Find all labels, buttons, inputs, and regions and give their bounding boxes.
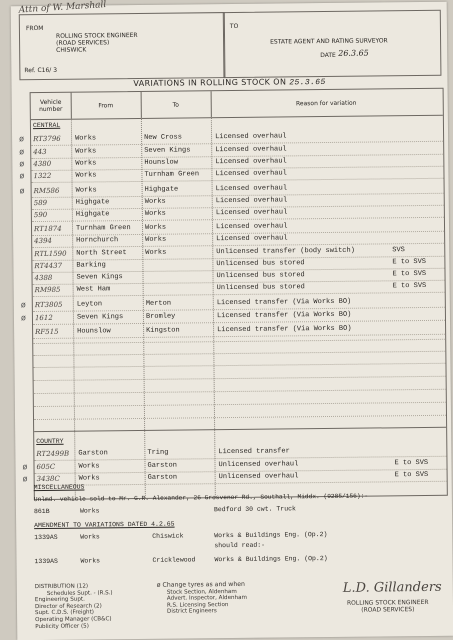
section-country: COUNTRY — [36, 437, 64, 446]
distribution-item: Advert. Inspector, Aldenham — [166, 595, 248, 602]
amend-to: Cricklewood — [152, 556, 196, 564]
svs-note: SVS — [392, 246, 405, 255]
to-location: Works — [144, 209, 166, 218]
vehicle-number: 1322 — [33, 171, 52, 181]
amend-from: Works — [80, 533, 100, 541]
vehicle-number: 4380 — [33, 159, 52, 169]
from-location: Hounslow — [77, 327, 111, 336]
variations-table — [19, 88, 448, 500]
to-location: Garston — [147, 461, 177, 470]
svs-note: E to SVS — [394, 470, 429, 480]
section-miscellaneous: MISCELLANEOUS — [33, 483, 85, 492]
vehicle-number: 4394 — [34, 236, 53, 246]
from-line-3: CHISWICK — [56, 46, 87, 54]
section-amendment: AMENDMENT TO VARIATIONS DATED 4.2.65 — [34, 520, 175, 530]
from-line-2: (ROAD SERVICES) — [56, 39, 110, 47]
tyre-note: ø Change tyres as and when — [156, 580, 245, 589]
from-location: Works — [75, 134, 97, 143]
to-location: Kingston — [146, 326, 180, 335]
reason-text: Licensed overhaul — [215, 222, 288, 232]
distribution-item: Stock Section, Aldenham — [166, 588, 237, 596]
row-rule — [34, 415, 446, 420]
reason-text: Unlicensed overhaul — [218, 472, 299, 482]
svs-note: E to SVS — [392, 281, 427, 291]
tick-mark: ø — [19, 159, 25, 169]
amend-note: should read:- — [214, 541, 266, 550]
distribution-item: Publicity Officer (5) — [35, 623, 89, 630]
vehicle-number: 3438C — [36, 474, 60, 484]
from-location: Seven Kings — [76, 273, 123, 282]
signature: L.D. Gillanders — [342, 579, 442, 596]
from-location: Barking — [76, 261, 106, 270]
signatory-title — [347, 600, 429, 614]
title-text: VARIATIONS IN ROLLING STOCK ON — [133, 77, 287, 89]
column-header-vehicle: Vehicle number — [31, 93, 72, 119]
from-location: Works — [78, 462, 100, 471]
to-location: Works — [145, 235, 167, 244]
from-location: Works — [75, 171, 97, 180]
column-header-reason: Reason for variation — [295, 99, 357, 107]
row-rule — [33, 351, 445, 356]
distribution-item: Operating Manager (CB&C) — [35, 616, 112, 624]
amend-vehicle: 1339AS — [34, 533, 58, 542]
from-location: Turnham Green — [75, 224, 131, 233]
vehicle-number: RM586 — [33, 186, 60, 196]
reason-text: Licensed overhaul — [215, 145, 287, 155]
from-box — [19, 12, 226, 80]
vehicle-number: 1612 — [34, 313, 53, 323]
from-location: North Street — [76, 249, 127, 258]
to-location: Works — [144, 197, 166, 206]
distribution-label: DISTRIBUTION — [34, 583, 75, 591]
row-rule — [34, 389, 446, 394]
to-location: Turnham Green — [144, 170, 200, 179]
reason-text: Licensed transfer (Via Works BO) — [217, 324, 352, 335]
reason-text: Unlicensed bus stored — [216, 271, 305, 281]
from-line-1: ROLLING STOCK ENGINEER — [55, 31, 138, 40]
vehicle-number: RT3805 — [34, 300, 63, 310]
to-line: ESTATE AGENT AND RATING SURVEYOR — [270, 37, 388, 46]
amend-reason: Works & Buildings Eng. (Op.2) — [214, 531, 328, 540]
tick-mark: ø — [20, 300, 26, 310]
to-location: Works — [144, 223, 167, 232]
distribution-item: Supt. C.D.S. (Freight) — [35, 609, 95, 617]
from-label: FROM — [25, 24, 44, 33]
to-location: New Cross — [144, 133, 182, 142]
from-location: West Ham — [76, 285, 111, 294]
vehicle-number: RTL1590 — [34, 249, 67, 259]
tick-mark: ø — [19, 186, 25, 196]
distribution-block — [35, 583, 113, 630]
date-value: 26.3.65 — [338, 48, 369, 58]
reference: Ref. C16/ 3 — [24, 66, 58, 75]
document-page — [11, 2, 453, 640]
title-date: 25.3.65 — [289, 78, 326, 88]
from-location: Leyton — [76, 300, 103, 309]
amend-to: Chiswick — [152, 532, 184, 540]
vehicle-number: 605C — [36, 462, 56, 472]
vehicle-number: RT4437 — [34, 261, 63, 271]
section-divider — [34, 427, 446, 432]
distribution-count: (12) — [76, 583, 89, 590]
amend-reason: Works & Buildings Eng. (Op.2) — [214, 555, 328, 564]
reason-text: Unlicensed bus stored — [216, 283, 305, 293]
distribution-item: Engineering Supt. — [34, 596, 85, 604]
vehicle-number: RT3796 — [33, 134, 61, 144]
from-location: Highgate — [75, 198, 110, 207]
reason-text: Unlicensed transfer (body switch) — [216, 246, 355, 257]
reason-text: Licensed overhaul — [215, 132, 287, 142]
date-label: DATE — [320, 51, 336, 60]
svs-note: E to SVS — [394, 458, 429, 468]
misc-vehicle: 861B — [33, 507, 50, 516]
to-location: Merton — [145, 299, 172, 308]
from-location: Garston — [78, 449, 108, 458]
tick-mark: ø — [22, 462, 28, 472]
from-location: Seven Kings — [76, 313, 124, 322]
reason-text: Licensed transfer (Via Works BO) — [216, 297, 352, 308]
vehicle-number: RF515 — [35, 327, 59, 337]
amend-vehicle: 1339AS — [34, 557, 58, 566]
distribution-item: Director of Research (2) — [34, 603, 102, 610]
vehicle-number: RT1874 — [33, 224, 62, 234]
to-location: Works — [145, 248, 167, 257]
signatory-title-line-2: (ROAD SERVICES) — [361, 605, 415, 614]
tick-mark: ø — [19, 134, 25, 144]
from-location: Hornchurch — [76, 236, 119, 245]
reason-text: Licensed transfer — [218, 447, 290, 457]
to-location: Highgate — [144, 185, 179, 194]
vehicle-number: 4388 — [34, 273, 53, 283]
svs-note: E to SVS — [392, 257, 427, 267]
vehicle-number: RM985 — [34, 285, 61, 295]
row-rule — [33, 339, 445, 344]
amend-from: Works — [80, 557, 101, 565]
from-location: Works — [75, 159, 97, 168]
handwritten-note: Attn of W. Marshall — [18, 0, 107, 16]
tick-mark: ø — [19, 147, 25, 157]
reason-text: Licensed overhaul — [215, 196, 288, 206]
svs-note: E to SVS — [392, 269, 427, 279]
reason-text: Unlicensed bus stored — [216, 259, 305, 269]
signatory-title-line-1: ROLLING STOCK ENGINEER — [346, 598, 429, 607]
distribution-item: Schedules Supt. - (R.S.) — [46, 589, 113, 597]
from-location: Works — [78, 474, 100, 483]
misc-to: Bedford 30 cwt. Truck — [213, 505, 296, 514]
reason-text: Licensed overhaul — [215, 169, 287, 179]
to-location: Tring — [147, 448, 169, 457]
tick-mark: ø — [22, 474, 28, 484]
tick-mark: ø — [20, 313, 26, 323]
reason-text: Licensed overhaul — [215, 184, 288, 194]
distribution-item: District Engineers — [167, 608, 217, 616]
vehicle-number: 443 — [33, 147, 47, 157]
column-header-to: To — [141, 91, 212, 118]
tyre-note-block — [157, 582, 247, 616]
to-location: Bromley — [145, 312, 176, 321]
reason-text: Licensed overhaul — [215, 157, 287, 167]
vehicle-number: 589 — [33, 198, 48, 208]
row-rule — [34, 402, 446, 407]
reason-text: Unlicensed overhaul — [218, 460, 299, 470]
from-location: Highgate — [75, 210, 110, 219]
to-box — [223, 10, 442, 78]
misc-line-1: Unlmd. vehicle sold to Mr. G.R. Alexander, 26 Grosvenor Rd., Southall, Middx. (9285/156):- — [33, 492, 369, 504]
to-label: TO — [229, 22, 239, 31]
tick-mark: ø — [19, 171, 25, 181]
from-location: Works — [75, 147, 97, 156]
row-rule — [33, 363, 445, 368]
misc-from: Works — [79, 507, 100, 515]
section-central: CENTRAL — [32, 121, 61, 130]
vehicle-number: 590 — [33, 210, 48, 220]
to-location: Hounslow — [144, 158, 178, 167]
reason-text: Licensed overhaul — [216, 234, 288, 244]
row-rule — [34, 376, 446, 381]
to-location: Garston — [147, 473, 178, 482]
vehicle-number: RT2499B — [36, 449, 70, 459]
to-location: Seven Kings — [144, 146, 191, 155]
distribution-item: R.S. Licensing Section — [166, 601, 229, 609]
column-header-from: From — [71, 92, 142, 119]
from-location: Works — [75, 186, 97, 195]
reason-text: Licensed overhaul — [215, 208, 288, 218]
reason-text: Licensed transfer (Via Works BO) — [216, 310, 352, 321]
